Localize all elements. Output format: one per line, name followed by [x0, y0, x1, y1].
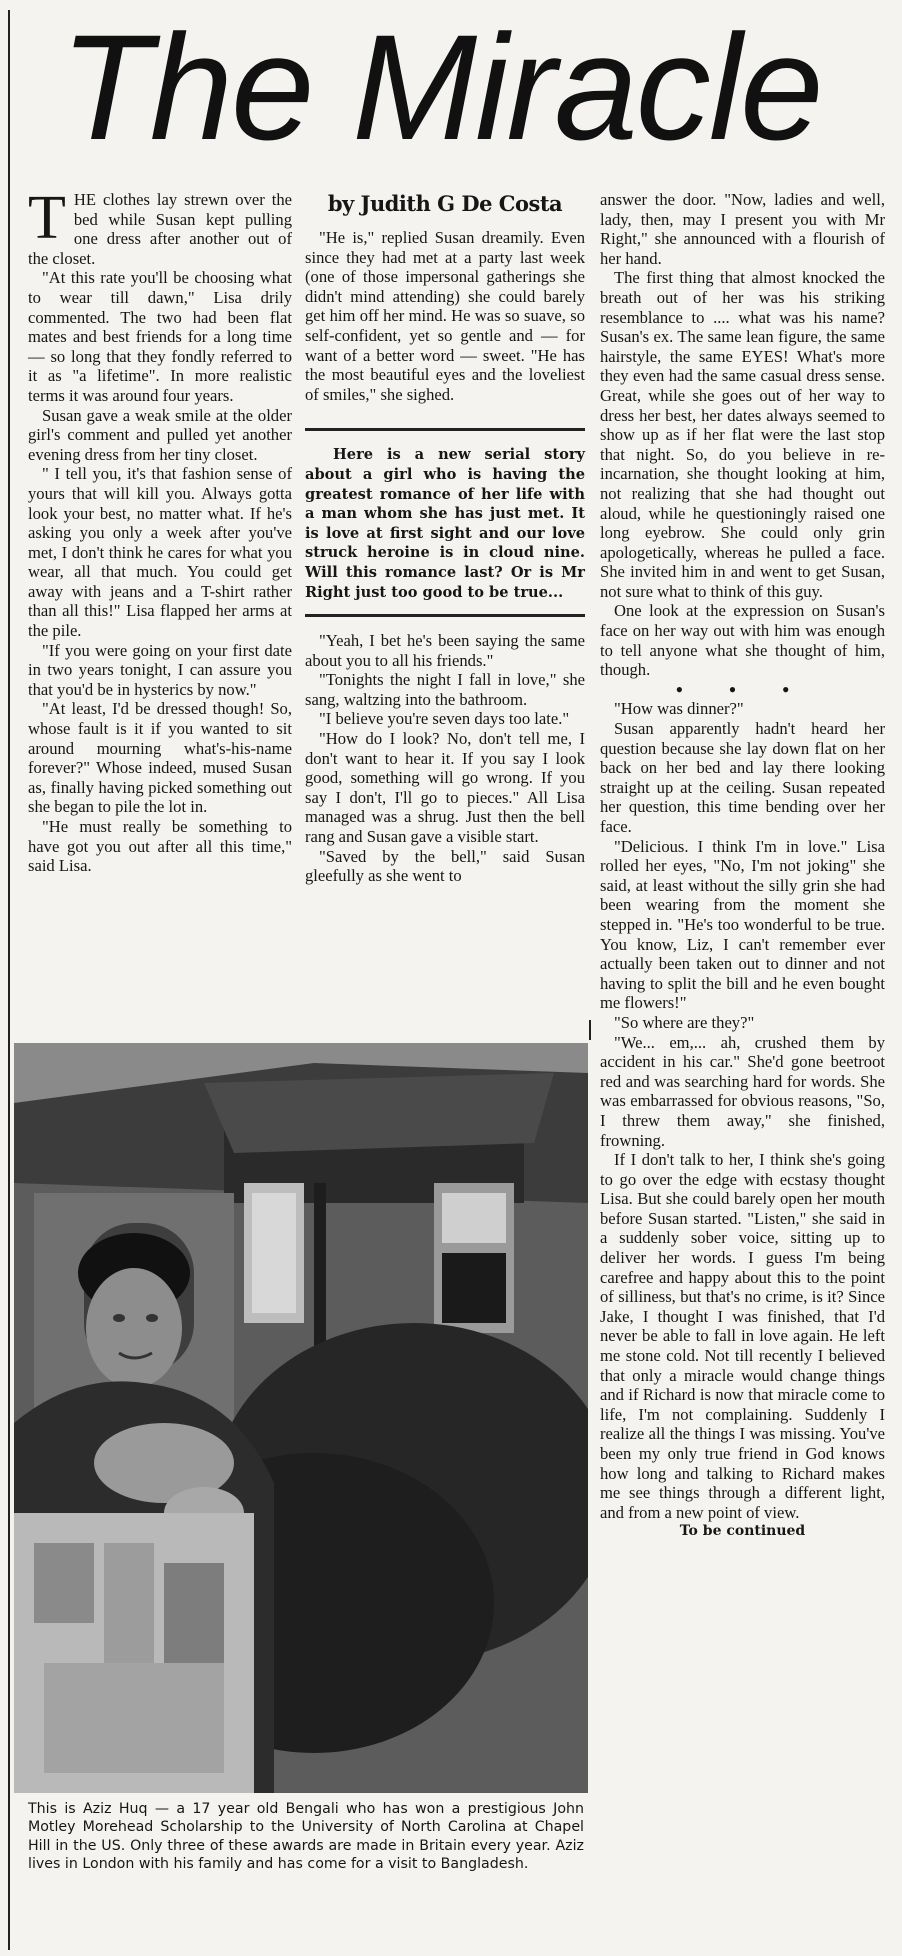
paragraph: "He is," replied Susan dreamily. Even since they had met at a party last week (one of those impersonal gatherings she didn't mind attending) she could barely get him off her mind. He was so suave, so self-confident, yet so gentle and — for want of a better word — sweet. "He has the most beautiful eyes and the loveliest of smiles," she sighed.: [305, 228, 585, 404]
paragraph: "Delicious. I think I'm in love." Lisa rolled her eyes, "No, I'm not joking" she said, at least without the silly grin she had been wearing from the moment she stepped in. "He's too wonderful to be true. You know, Liz, I can't remember ever actually been taken out to dinner and not having to split the bill and he even bought me flowers!": [600, 836, 885, 1013]
photo-caption: This is Aziz Huq — a 17 year old Bengali who has won a prestigious John Motley Morehead Scholarship to the University of North Carolina at Chapel Hill in the US. Only three of these awards are made in Britain every year. Aziz lives in London with his family and has come for a visit to Bangladesh.: [28, 1801, 584, 1873]
to-be-continued: To be continued: [679, 1523, 806, 1540]
photo-illustration: [14, 1043, 588, 1793]
intro-blurb-text: Here is a new serial story about a girl who is having the greatest romance of her life with a man whom she has just met. It is love at first sight and our love struck heroine is in cloud nine. Will this romance last? Or is Mr Right just too good to be true...: [305, 446, 585, 601]
paragraph: Susan gave a weak smile at the older girl's comment and pulled yet another evening dress from her tiny closet.: [28, 405, 292, 464]
drop-cap: T: [28, 184, 66, 252]
paragraph: "How do I look? No, don't tell me, I don't want to hear it. If you say I look good, something will go wrong. If you say I don't, I'll go to pieces." All Lisa managed was a shrug. Just then the bell rang and Susan gave a visible start.: [305, 729, 585, 847]
portrait-photo: [14, 1043, 588, 1793]
left-margin-rule: [8, 10, 10, 1950]
story-column-3: [600, 190, 885, 1542]
column-divider: [589, 1020, 591, 1040]
paragraph: "We... em,... ah, crushed them by accident in his car." She'd gone beetroot red and was searching hard for words. She was embarrassed for obvious reasons, "So, I threw them away," she finished, frowning.: [600, 1032, 885, 1150]
paragraph: "So where are they?": [614, 1012, 755, 1032]
paragraph: "How was dinner?": [614, 699, 744, 719]
paragraph: If I don't talk to her, I think she's going to go over the edge with ecstasy thought Lisa. But she could barely open her mouth before Susan started. "Listen," she said in a suddenly sober voice, sitting up to deliver her words. I guess I'm being carefree and happy about this to the point of silliness, but that's no crime, is it? Since Jake, I thought I was finished, that I'd never be able to fall in love again. He left me stone cold. Not till recently I believed that only a miracle would change things and if Richard is now that miracle come to life, I'm not complaining. Suddenly I realize all the things I was missing. You've been my only true friend in God knows how long and talking to Richard makes me see things through a different light, and from a new point of view.: [600, 1150, 885, 1522]
paragraph: The first thing that almost knocked the breath out of her was his striking resemblance to .... what was his name? Susan's ex. The same lean figure, the same hairstyle, the same EYES! What's more they even had the same casual dress sense. Great, while she goes out of her way to dress her best, her dates always seemed to show up as if her flat were the last stop that night. So, do you believe in re-incarnation, she thought looking at him, not realizing that she had thought out aloud, while he questioningly raised one long eyebrow. She could only grin apologetically, whereas he pulled a face. She invited him in and went to get Susan, not sure what to think of this guy.: [600, 268, 885, 601]
paragraph: "Yeah, I bet he's been saying the same about you to all his friends.": [305, 631, 585, 670]
paragraph: "At least, I'd be dressed though! So, whose fault is it if you wanted to sit around mourning what's-his-name forever?" Whose indeed, mused Susan as, finally having picked something out she began to pile the lot in.: [28, 699, 292, 817]
opening-text: HE clothes lay strewn over the bed while Susan kept pulling one dress after another out of the closet.: [28, 190, 292, 268]
story-column-2: [305, 190, 585, 886]
paragraph: "I believe you're seven days too late.": [319, 709, 570, 729]
blurb-bottom-rule: [305, 614, 585, 617]
paragraph: "If you were going on your first date in two years tonight, I can assure you that you'd be in hysterics by now.": [28, 640, 292, 699]
paragraph: "He must really be something to have got you out after all this time," said Lisa.: [28, 817, 292, 876]
byline: by Judith G De Costa: [327, 191, 563, 216]
story-column-1: [28, 184, 292, 876]
paragraph: "Tonights the night I fall in love," she sang, waltzing into the bathroom.: [305, 670, 585, 709]
blurb-top-rule: [305, 428, 585, 431]
paragraph: Susan apparently hadn't heard her question because she lay down flat on her back on her bed and lay there looking straight up at the ceiling. Susan repeated her question, this time bending over her face.: [600, 719, 885, 836]
opening-paragraph: [28, 184, 292, 268]
paragraph: answer the door. "Now, ladies and well, lady, then, may I present you with Mr Right," she announced with a flourish of her hand.: [600, 190, 885, 268]
paragraph: "At this rate you'll be choosing what to wear till dawn," Lisa drily commented. The two had been flat mates and best friends for a long time — so long that they fondly referred to it as "a lifetime". In more realistic terms it was around four years.: [28, 268, 292, 405]
paragraph: One look at the expression on Susan's face on her way out with him was enough to tell anyone what she thought of him, though.: [600, 601, 885, 680]
intro-blurb: [305, 445, 585, 602]
section-break: • • •: [675, 676, 810, 702]
headline: The Miracle: [60, 3, 822, 171]
paragraph: " I tell you, it's that fashion sense of yours that will kill you. Always gotta look your best, no matter what. If he's asking you only a week after you've met, I don't think he cares for what you wear, all that much. You could get away with jeans and a T-shirt rather than all this!" Lisa flapped her arms at the pile.: [28, 464, 292, 641]
paragraph: "Saved by the bell," said Susan gleefully as she went to: [305, 846, 585, 886]
